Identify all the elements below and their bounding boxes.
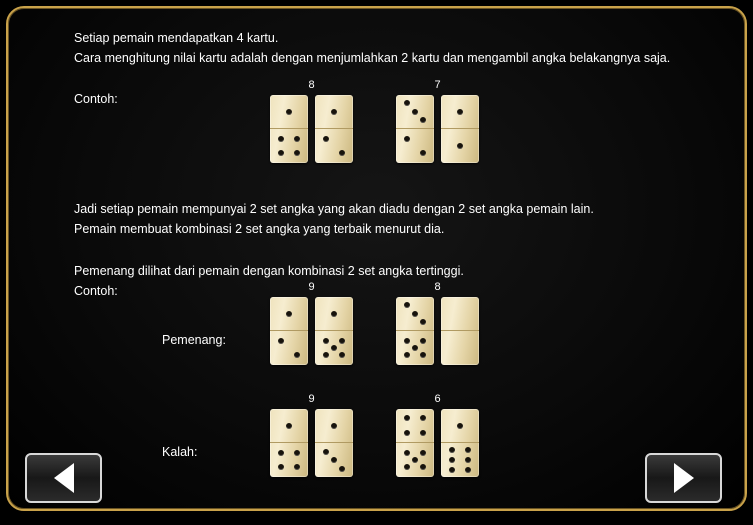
tile-half-top [315,297,353,331]
tile-half-bottom [396,129,434,163]
pip [420,430,426,436]
instruction-line-1: Setiap pemain mendapatkan 4 kartu. [74,31,279,45]
pip [278,338,284,344]
pip [465,447,471,453]
pip [457,423,463,429]
tile-half-top [441,95,479,129]
tile-half-top [270,297,308,331]
content-frame [6,6,747,511]
tile-half-top [396,297,434,331]
winner-set-2 [396,281,479,365]
pip [323,338,329,344]
tile-pair [396,297,479,365]
pip [420,338,426,344]
pip [339,150,345,156]
pip [412,345,418,351]
pip [331,311,337,317]
domino-tile [315,409,353,477]
pip [331,457,337,463]
tile-half-bottom [315,443,353,477]
set-total-label: 7 [434,79,441,91]
pip [449,447,455,453]
example-top-set-2 [396,79,479,163]
pip [294,464,300,470]
domino-tile [441,95,479,163]
pip [404,352,410,358]
pip [420,150,426,156]
pip [420,117,426,123]
set-total-label: 6 [434,393,441,405]
domino-tile [315,95,353,163]
instruction-line-2: Cara menghitung nilai kartu adalah dengan menjumlahkan 2 kartu dan mengambil angka belakangnya saja. [74,51,671,65]
domino-tile [441,409,479,477]
pip [465,457,471,463]
set-total-label: 9 [308,281,315,293]
pip [420,352,426,358]
pip [412,109,418,115]
pip [404,430,410,436]
domino-tile [396,409,434,477]
domino-tile [441,297,479,365]
pip [278,464,284,470]
pip [294,450,300,456]
tile-pair [270,95,353,163]
pip [404,136,410,142]
pip [404,450,410,456]
instruction-line-3: Jadi setiap pemain mempunyai 2 set angka yang akan diadu dengan 2 set angka pemain lain. [74,202,594,216]
pip [404,415,410,421]
tile-half-top [396,95,434,129]
next-page-button[interactable] [645,453,722,503]
tile-pair [270,297,353,365]
winner-label: Pemenang: [162,333,226,347]
tile-half-bottom [396,331,434,365]
pip [404,302,410,308]
pip [412,311,418,317]
pip [323,136,329,142]
pip [420,415,426,421]
chevron-right-icon [674,463,694,493]
pip [339,352,345,358]
set-total-label: 8 [434,281,441,293]
tile-half-bottom [441,443,479,477]
tile-half-bottom [396,443,434,477]
tile-half-bottom [270,129,308,163]
tile-half-top [441,409,479,443]
tile-pair [396,409,479,477]
set-total-label: 9 [308,393,315,405]
pip [457,109,463,115]
tile-half-bottom [315,331,353,365]
pip [412,457,418,463]
tile-half-bottom [270,331,308,365]
pip [294,150,300,156]
winner-set-1 [270,281,353,365]
tile-half-bottom [441,129,479,163]
domino-tile [315,297,353,365]
pip [323,449,329,455]
pip [449,467,455,473]
pip [278,136,284,142]
chevron-left-icon [54,463,74,493]
loser-label: Kalah: [162,445,198,459]
pip [404,338,410,344]
pip [449,457,455,463]
loser-set-1 [270,393,353,477]
tile-half-top [315,409,353,443]
previous-page-button[interactable] [25,453,102,503]
instruction-line-5: Pemenang dilihat dari pemain dengan kombinasi 2 set angka tertinggi. [74,264,464,278]
pip [339,466,345,472]
instruction-line-4: Pemain membuat kombinasi 2 set angka yang terbaik menurut dia. [74,222,445,236]
pip [331,423,337,429]
pip [286,311,292,317]
tile-half-top [396,409,434,443]
pip [420,450,426,456]
pip [404,100,410,106]
pip [286,423,292,429]
tile-pair [396,95,479,163]
tile-half-bottom [315,129,353,163]
pip [294,352,300,358]
pip [331,109,337,115]
pip [278,150,284,156]
pip [420,319,426,325]
example-label-2: Contoh: [74,284,118,298]
tile-pair [270,409,353,477]
set-total-label: 8 [308,79,315,91]
pip [323,352,329,358]
tile-half-top [441,297,479,331]
domino-tile [396,95,434,163]
loser-set-2 [396,393,479,477]
pip [278,450,284,456]
tile-half-top [270,409,308,443]
pip [465,467,471,473]
pip [404,464,410,470]
example-top-set-1 [270,79,353,163]
pip [286,109,292,115]
pip [339,338,345,344]
pip [457,143,463,149]
tile-half-top [270,95,308,129]
domino-tile [396,297,434,365]
pip [294,136,300,142]
domino-tile [270,409,308,477]
tile-half-top [315,95,353,129]
example-label-1: Contoh: [74,92,118,106]
pip [420,464,426,470]
pip [331,345,337,351]
domino-tile [270,297,308,365]
domino-tile [270,95,308,163]
tile-half-bottom [441,331,479,365]
tile-half-bottom [270,443,308,477]
